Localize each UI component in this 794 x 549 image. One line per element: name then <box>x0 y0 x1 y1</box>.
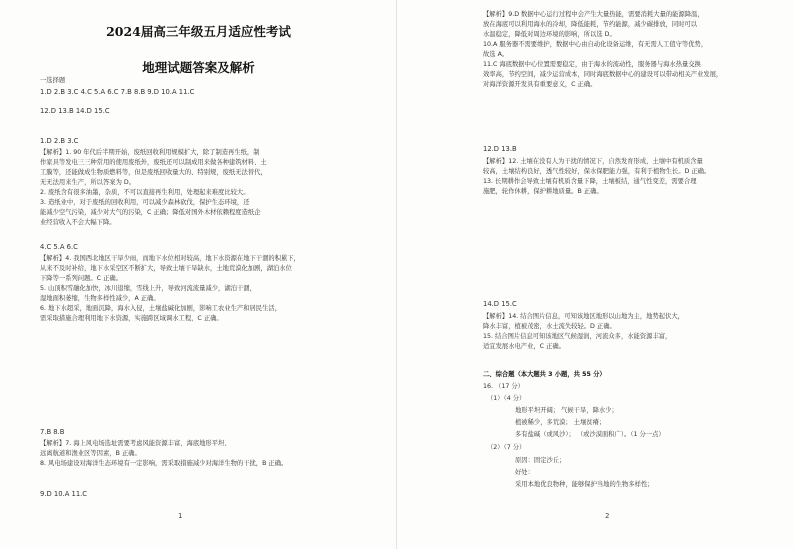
section2-title: 二、综合题（本大题共 3 小题，共 55 分） <box>483 371 606 378</box>
q16-item2: 采用本地优良物种，能够保护当地的生物多样性； <box>515 481 654 488</box>
group5-answers: 12.D 13.B <box>483 145 517 153</box>
group2-line: 需采取措施合理利用地下水资源，实施跨区域调水工程，C 正确。 <box>40 315 223 322</box>
answers-row-2: 12.D 13.B 14.D 15.C <box>40 107 110 115</box>
block2-line: 【解析】12. 土壤在没有人为干扰的情况下，自然发育形成，土壤中有机质含量 <box>483 158 703 165</box>
group1-answers: 1.D 2.B 3.C <box>40 137 79 145</box>
q16-item2: 原因：固定沙丘； <box>515 457 566 464</box>
group3-answers: 7.B 8.B <box>40 428 65 436</box>
group3-line: 8. 风电场建设对海洋生态环境有一定影响，需采取措施减少对海洋生物的干扰，B 正确。 <box>40 460 288 467</box>
q16-item2: 好处： <box>515 469 534 476</box>
q16-head: 16. （17 分） <box>483 383 524 390</box>
block2-line: 施肥，轮作休耕，保护耕地质量。B 正确。 <box>483 188 603 195</box>
block1-line: 11.C 海底数据中心位置需要稳定，由于海水的流动性，服务器与海水热量交换 <box>483 61 701 68</box>
q16-sub1: （1）（4 分） <box>487 395 526 402</box>
block3-line: 【解析】14. 结合图片信息，可知该地区地形以山地为主，地势起伏大， <box>483 313 684 320</box>
block1-line: 水温稳定，降低对周边环境的影响，所以选 D。 <box>483 31 616 38</box>
group6-answers: 14.D 15.C <box>483 300 517 308</box>
block1-line: 放在海底可以利用海水的冷却，降低能耗，节约能源，减少碳排放，同时可以 <box>483 21 698 28</box>
group4-answers: 9.D 10.A 11.C <box>40 490 88 498</box>
group3-line: 【解析】7. 海上风电场选址需要考虑风能资源丰富、海底地形平坦、 <box>40 440 231 447</box>
q16-item: 多有盐碱（或风沙）； （或沙漠面积广）。（1 分一点） <box>515 431 665 438</box>
group2-line: 从来不及时补给，地下水采空区不断扩大，导致土壤干旱缺水，土地荒漠化加剧，湖泊水位 <box>40 265 292 272</box>
group2-answers: 4.C 5.A 6.C <box>40 243 78 251</box>
section-label: 一选择题 <box>40 77 66 84</box>
block3-line: 适宜发展水电产业，C 正确。 <box>483 343 565 350</box>
block3-line: 降水丰富，植被茂密，水土流失较轻。D 正确。 <box>483 323 616 330</box>
group3-line: 远离航道和渔业区等因素，B 正确。 <box>40 450 141 457</box>
group1-line: 2. 废纸含有很多油墨，杂质，不可以直接再生利用，处理起来难度比较大。 <box>40 189 250 196</box>
group1-line: 【解析】1. 90 年代后半期开始，废纸回收利用规模扩大，除了制造再生纸，制 <box>40 149 260 156</box>
group1-line: 无无法用来生产，所以答案为 D。 <box>40 179 136 186</box>
group2-line: 5. 山顶积雪融化加快，冰川退缩，雪线上升，导致河流流量减少，湖泊干涸， <box>40 285 256 292</box>
block2-line: 较高，土壤结构良好，透气性较好，保水保肥能力强，有利于植物生长。D 正确。 <box>483 168 711 175</box>
group2-line: 湿地面积萎缩，生物多样性减少，A 正确。 <box>40 295 160 302</box>
group1-line: 作家具等发电三三种常用的使用废纸外，废纸还可以制成用来做各种建筑材料、土 <box>40 159 267 166</box>
block2-line: 13. 长期耕作会导致土壤有机质含量下降，土壤板结，通气性变差，需要合理 <box>483 178 697 185</box>
exam-title: 2024届高三年级五月适应性考试 <box>106 24 291 39</box>
block1-line: 故选 A。 <box>483 51 509 58</box>
group1-line: 工膜等，还能做成生物质燃料等，但是废纸回收量大的、特别规，废纸无法替代， <box>40 169 267 176</box>
group1-line: 业经营收入不会大幅下降。 <box>40 219 116 226</box>
group2-line: 【解析】4. 我国西北地区干旱少雨，而地下水位相对较高，地下水资源在地下干涸的积累下， <box>40 255 300 262</box>
page-number: 1 <box>178 512 183 520</box>
block3-line: 15. 结合图片信息可知该地区气候湿润，河流众多，水能资源丰富， <box>483 333 672 340</box>
group1-line: 能减少空气污染，减少对大气的污染，C 正确；降低对国外木材依赖程度造纸企 <box>40 209 261 216</box>
group2-line: 下降等一系列问题。C 正确。 <box>40 275 122 282</box>
q16-sub2: （2）（7 分） <box>487 444 526 451</box>
q16-item: 植被稀少，多荒漠； 土壤贫瘠； <box>515 419 606 426</box>
block1-line: 效率高，节约空间，减少运营成本，同时海底数据中心的建设可以带动相关产业发展， <box>483 71 723 78</box>
group2-line: 6. 地下水超采，地面沉降，海水入侵，土壤盐碱化加剧，影响工农业生产和居民生活， <box>40 305 281 312</box>
q16-item: 地形平坦开阔； 气候干旱，降水少； <box>515 407 618 414</box>
exam-subtitle: 地理试题答案及解析 <box>142 60 255 75</box>
page-number: 2 <box>605 512 610 520</box>
block1-line: 对海洋资源开发具有重要意义，C 正确。 <box>483 81 597 88</box>
block1-line: 10.A 服务器不需要维护，数据中心由自动化设备运维，有无需人工值守等优势， <box>483 41 708 48</box>
block1-line: 【解析】9.D 数据中心运行过程中会产生大量热能，需要消耗大量的能源降温， <box>483 11 704 18</box>
group1-line: 3. 造纸业中，对于废纸的回收利用，可以减少森林砍伐，保护生态环境，还 <box>40 199 250 206</box>
page-right <box>397 0 794 549</box>
answers-row-1: 1.D 2.B 3.C 4.C 5.A 6.C 7.B 8.B 9.D 10.A 11.C <box>40 88 195 96</box>
